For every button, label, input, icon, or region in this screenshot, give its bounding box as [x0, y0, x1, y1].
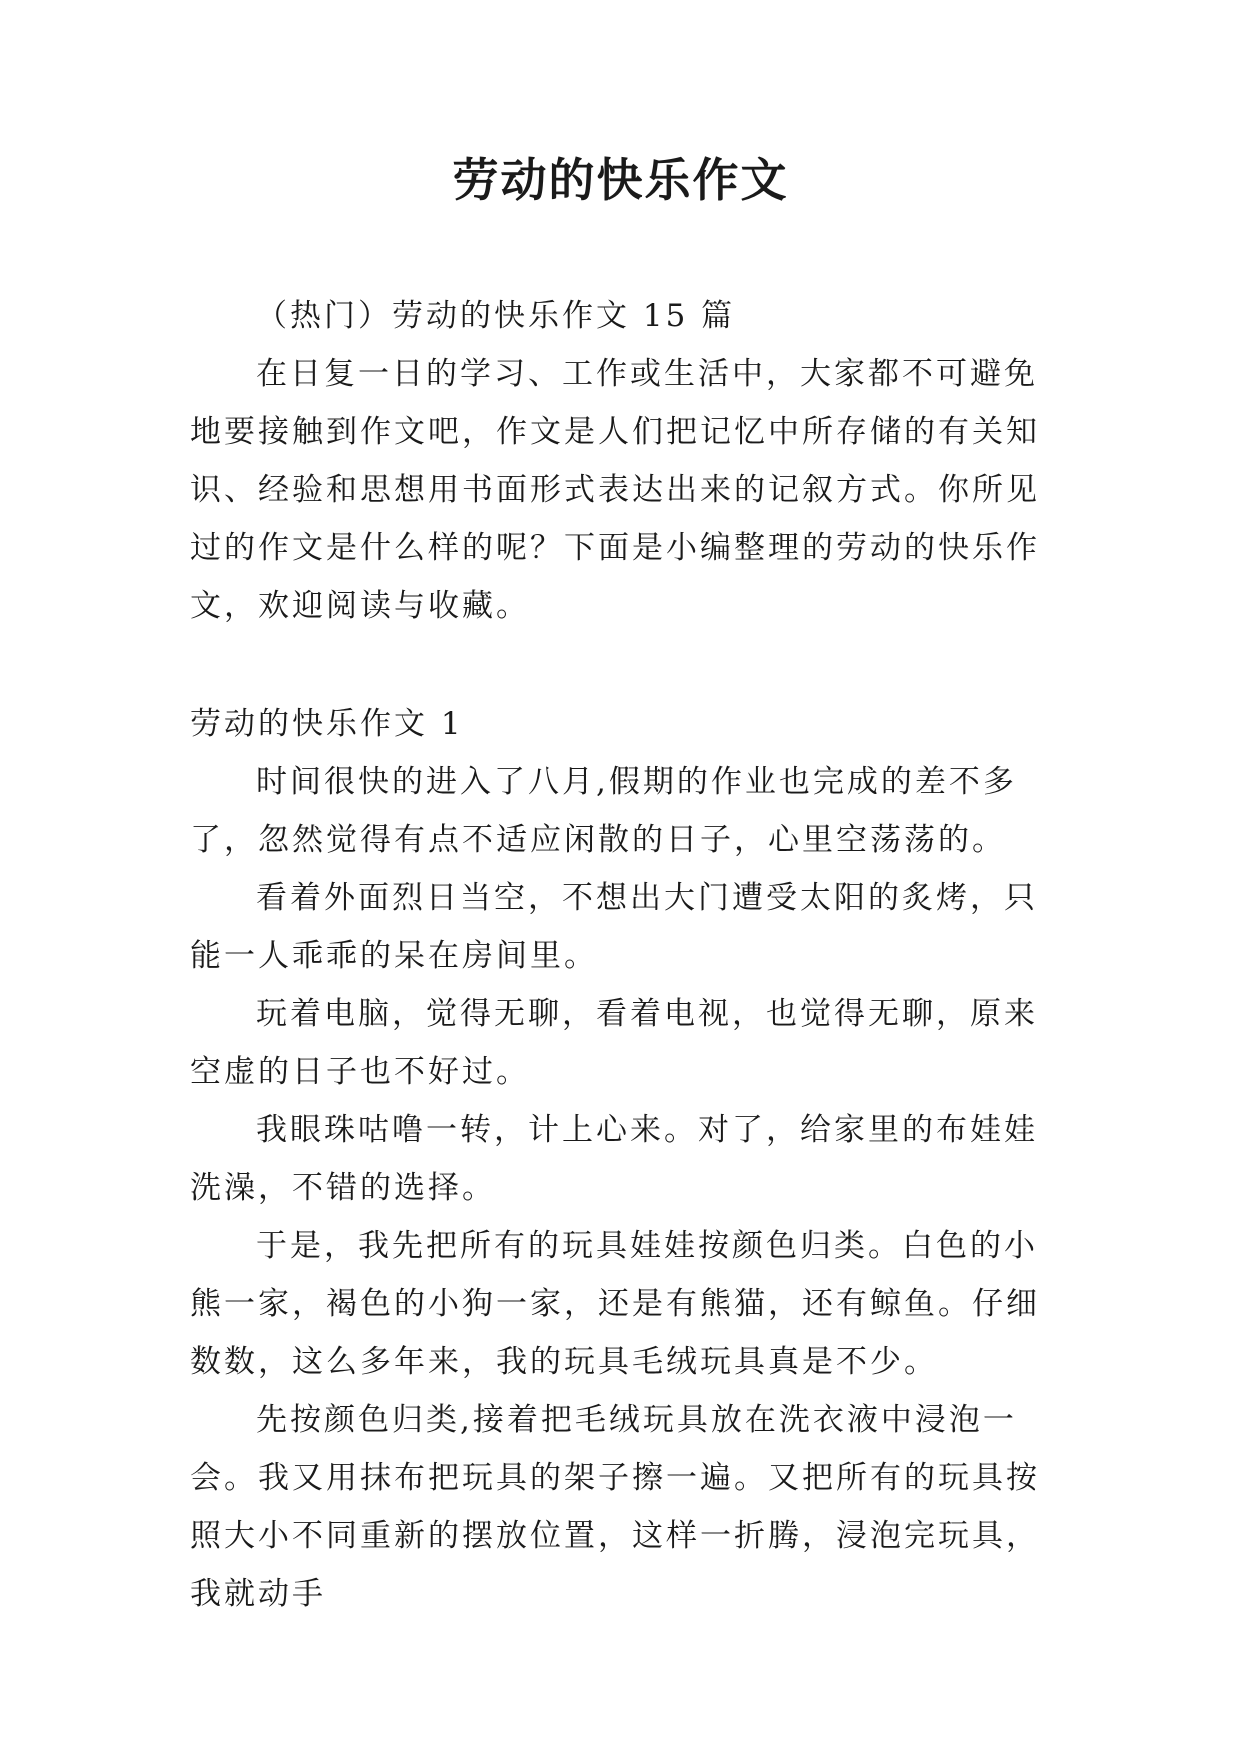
essay-paragraph: 我眼珠咕噜一转，计上心来。对了，给家里的布娃娃洗澡，不错的选择。	[190, 1112, 1038, 1206]
essay-paragraph: 于是，我先把所有的玩具娃娃按颜色归类。白色的小熊一家，褐色的小狗一家，还是有熊猫，还有鲸鱼。仔细数数，这么多年来，我的玩具毛绒玩具真是不少。	[190, 1228, 1040, 1380]
essay-paragraph: 看着外面烈日当空，不想出大门遭受太阳的炙烤，只能一人乖乖的呆在房间里。	[190, 880, 1038, 974]
intro-paragraph: 在日复一日的学习、工作或生活中，大家都不可避免地要接触到作文吧，作文是人们把记忆中所存储的有关知识、经验和思想用书面形式表达出来的记叙方式。你所见过的作文是什么样的呢？下面是小编整理的劳动的快乐作文，欢迎阅读与收藏。	[190, 356, 1040, 624]
essay-paragraph: 先按颜色归类,接着把毛绒玩具放在洗衣液中浸泡一会。我又用抹布把玩具的架子擦一遍。又把所有的玩具按照大小不同重新的摆放位置，这样一折腾，浸泡完玩具，我就动手	[190, 1402, 1040, 1612]
essay-paragraph: 时间很快的进入了八月,假期的作业也完成的差不多了，忽然觉得有点不适应闲散的日子，心里空荡荡的。	[190, 764, 1017, 858]
document-subtitle: （热门）劳动的快乐作文 15 篇	[256, 298, 736, 334]
document-title: 劳动的快乐作文	[452, 153, 789, 207]
essay-body	[190, 753, 1058, 1623]
section-heading: 劳动的快乐作文 1	[190, 706, 464, 742]
essay-paragraph: 玩着电脑，觉得无聊，看着电视，也觉得无聊，原来空虚的日子也不好过。	[190, 996, 1038, 1090]
